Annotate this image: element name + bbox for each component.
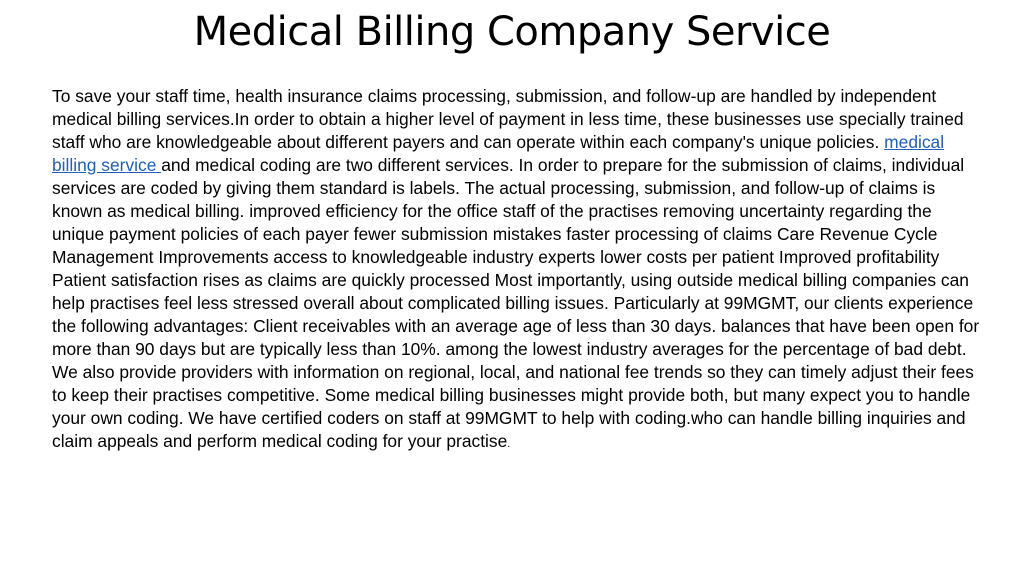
body-paragraph bbox=[52, 85, 980, 456]
medical-billing-service-link[interactable]: medical billing service bbox=[52, 132, 945, 175]
paragraph-ending: . bbox=[507, 438, 511, 450]
slide-title: Medical Billing Company Service bbox=[193, 9, 831, 55]
paragraph-text-start: To save your staff time, health insurance claims processing, submission, and follow-up are handled by independent medical billing services.In order to obtain a higher level of payment in less time, these businesses use specially trained staff who are knowledgeable about different payers and can operate within each company's unique policies. bbox=[52, 86, 964, 152]
paragraph-text-end: and medical coding are two different services. In order to prepare for the submission of claims, individual services are coded by giving them standard is labels. The actual processing, submission, and follow-up of claims is known as medical billing. improved efficiency for the office staff of the practises removing uncertainty regarding the unique payment policies of each payer fewer submission mistakes faster processing of claims Care Revenue Cycle Management Improvements access to knowledgeable industry experts lower costs per patient Improved profitability Patient satisfaction rises as claims are quickly processed Most importantly, using outside medical billing companies can help practises feel less stressed overall about complicated billing issues. Particularly at 99MGMT, our clients experience the following advantages: Client receivables with an average age of less than 30 days. balances that have been open for more than 90 days but are typically less than 10%. among the lowest industry averages for the percentage of bad debt. We also provide providers with information on regional, local, and national fee trends so they can timely adjust their fees to keep their practises competitive. Some medical billing businesses might provide both, but many expect you to handle your own coding. We have certified coders on staff at 99MGMT to help with coding.who can handle billing inquiries and claim appeals and perform medical coding for your practise bbox=[52, 155, 980, 451]
